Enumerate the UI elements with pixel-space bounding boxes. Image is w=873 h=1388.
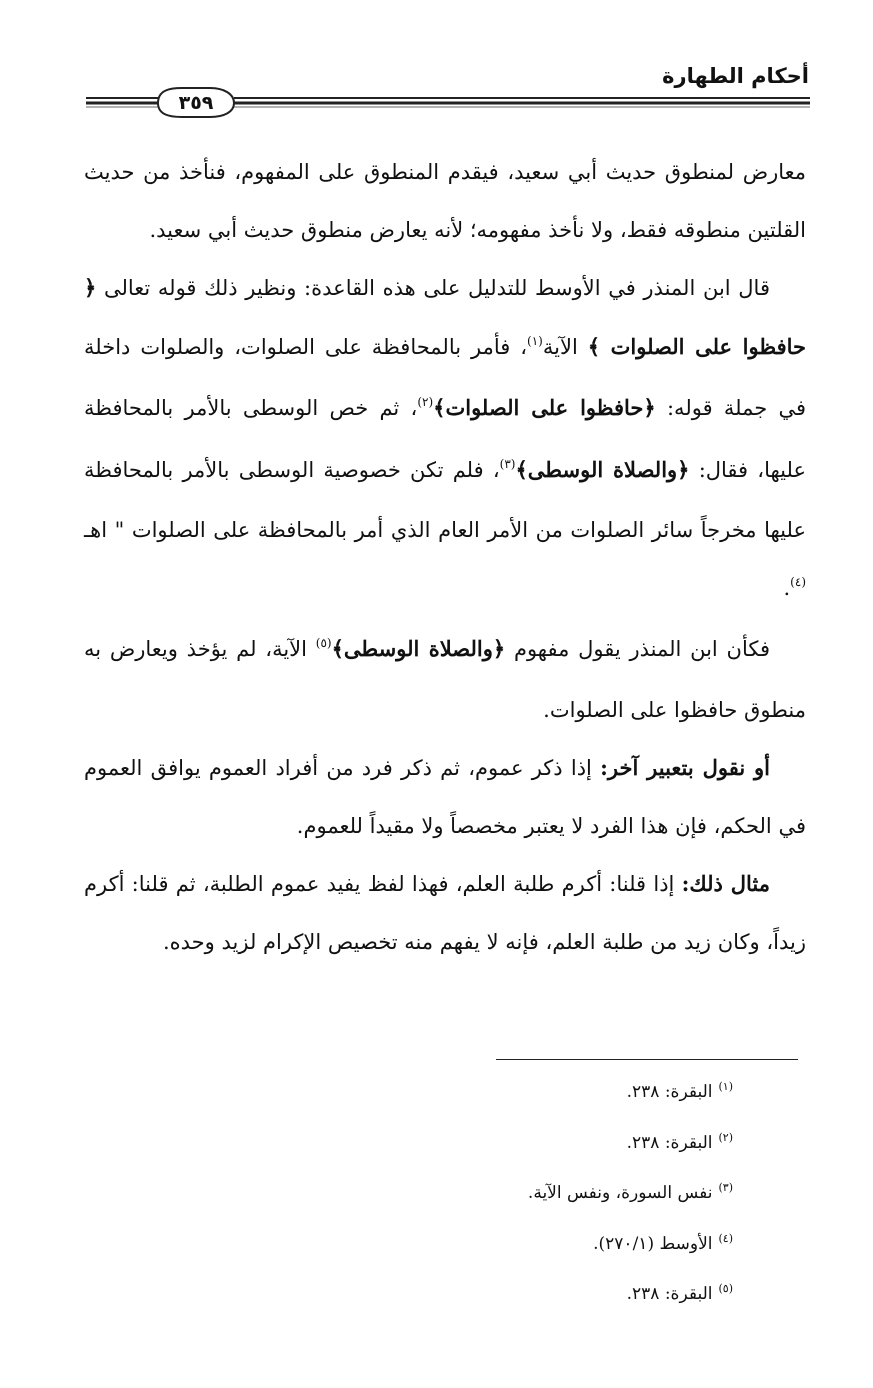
paragraph [84, 855, 806, 971]
footnote [133, 1119, 733, 1170]
lead-phrase: أو نقول بتعبير آخر: [600, 755, 770, 780]
quran-quote: ﴿والصلاة الوسطى﴾ [515, 456, 690, 482]
footnote-text: نفس السورة، ونفس الآية. [527, 1183, 713, 1203]
paragraph [84, 144, 806, 259]
paragraph-text: ، ثم خص الوسطى بالأمر بالمحافظة عليها، فقال: [84, 396, 806, 482]
footnote-ref[interactable]: (٥) [315, 636, 332, 650]
footnote-separator [496, 1059, 798, 1060]
footnote [133, 1169, 733, 1220]
footnotes [133, 1068, 733, 1321]
paragraph-text: إذا ذكر عموم، ثم ذكر فرد من أفراد العموم يوافق العموم في الحكم، فإن هذا الفرد لا يعتبر مخصصاً ولا مقيداً للعموم. [84, 756, 806, 838]
footnote [133, 1270, 733, 1321]
footnote-number: (١) [718, 1080, 733, 1093]
footnote-text: البقرة: ٢٣٨. [626, 1082, 713, 1102]
footnote-text: البقرة: ٢٣٨. [626, 1284, 713, 1304]
paragraph-text: قال ابن المنذر في الأوسط للتدليل على هذه القاعدة: ونظير ذلك قوله تعالى [103, 276, 770, 300]
quran-quote: ﴿والصلاة الوسطى﴾ [331, 636, 506, 661]
main-text [84, 144, 806, 971]
paragraph [84, 739, 806, 855]
footnote-ref[interactable]: (٣) [499, 456, 516, 471]
paragraph [84, 620, 806, 739]
footnote-number: (٣) [718, 1181, 733, 1194]
footnote-number: (٢) [718, 1130, 733, 1144]
paragraph-text: ، فلم تكن خصوصية الوسطى بالأمر بالمحافظة عليها مخرجاً سائر الصلوات من الأمر العام الذي أمر بالمحافظة على الصلوات " اهـ [84, 457, 806, 542]
quran-quote: ﴿ حافظوا على الصلوات ﴾ [84, 275, 806, 359]
footnote-number: (٤) [718, 1231, 733, 1245]
paragraph-text: الآية، لم يؤخذ ويعارض به منطوق حافظوا على الصلوات. [84, 637, 806, 722]
footnote-number: (٥) [718, 1282, 733, 1295]
footnote-text: الأوسط (٢٧٠/١). [593, 1233, 713, 1254]
footnote-ref[interactable]: (٢) [417, 395, 434, 409]
page-number: ٣٥٩ [178, 92, 214, 114]
footnote-ref[interactable]: (١) [527, 333, 543, 348]
footnote [133, 1068, 733, 1119]
paragraph-text: فكأن ابن المنذر يقول مفهوم [513, 637, 770, 661]
paragraph-text: معارض لمنطوق حديث أبي سعيد، فيقدم المنطوق على المفهوم، فنأخذ من حديث القلتين منطوقه فقط، ولا نأخذ مفهومه؛ لأنه يعارض منطوق حديث أبي سعيد. [84, 160, 806, 242]
header-rule [86, 84, 810, 120]
paragraph-text: . [783, 575, 791, 600]
paragraph-text: إذا قلنا: أكرم طلبة العلم، فهذا لفظ يفيد عموم الطلبة، ثم قلنا: أكرم زيداً، وكان زيد من طلبة العلم، فإنه لا يفهم منه تخصيص الإكرام لزيد وحده. [84, 872, 806, 954]
footnote-text: البقرة: ٢٣٨. [626, 1132, 713, 1153]
footnote [133, 1220, 733, 1271]
lead-phrase: مثال ذلك: [681, 871, 770, 896]
paragraph [84, 259, 806, 620]
footnote-ref[interactable]: (٤) [790, 574, 806, 589]
paragraph-text: الآية [542, 334, 578, 359]
paragraph-text: ، فأمر بالمحافظة على الصلوات، والصلوات داخلة في جملة قوله: [84, 334, 806, 420]
running-header-title: أحكام الطهارة [662, 64, 809, 88]
quran-quote: ﴿حافظوا على الصلوات﴾ [433, 395, 656, 420]
